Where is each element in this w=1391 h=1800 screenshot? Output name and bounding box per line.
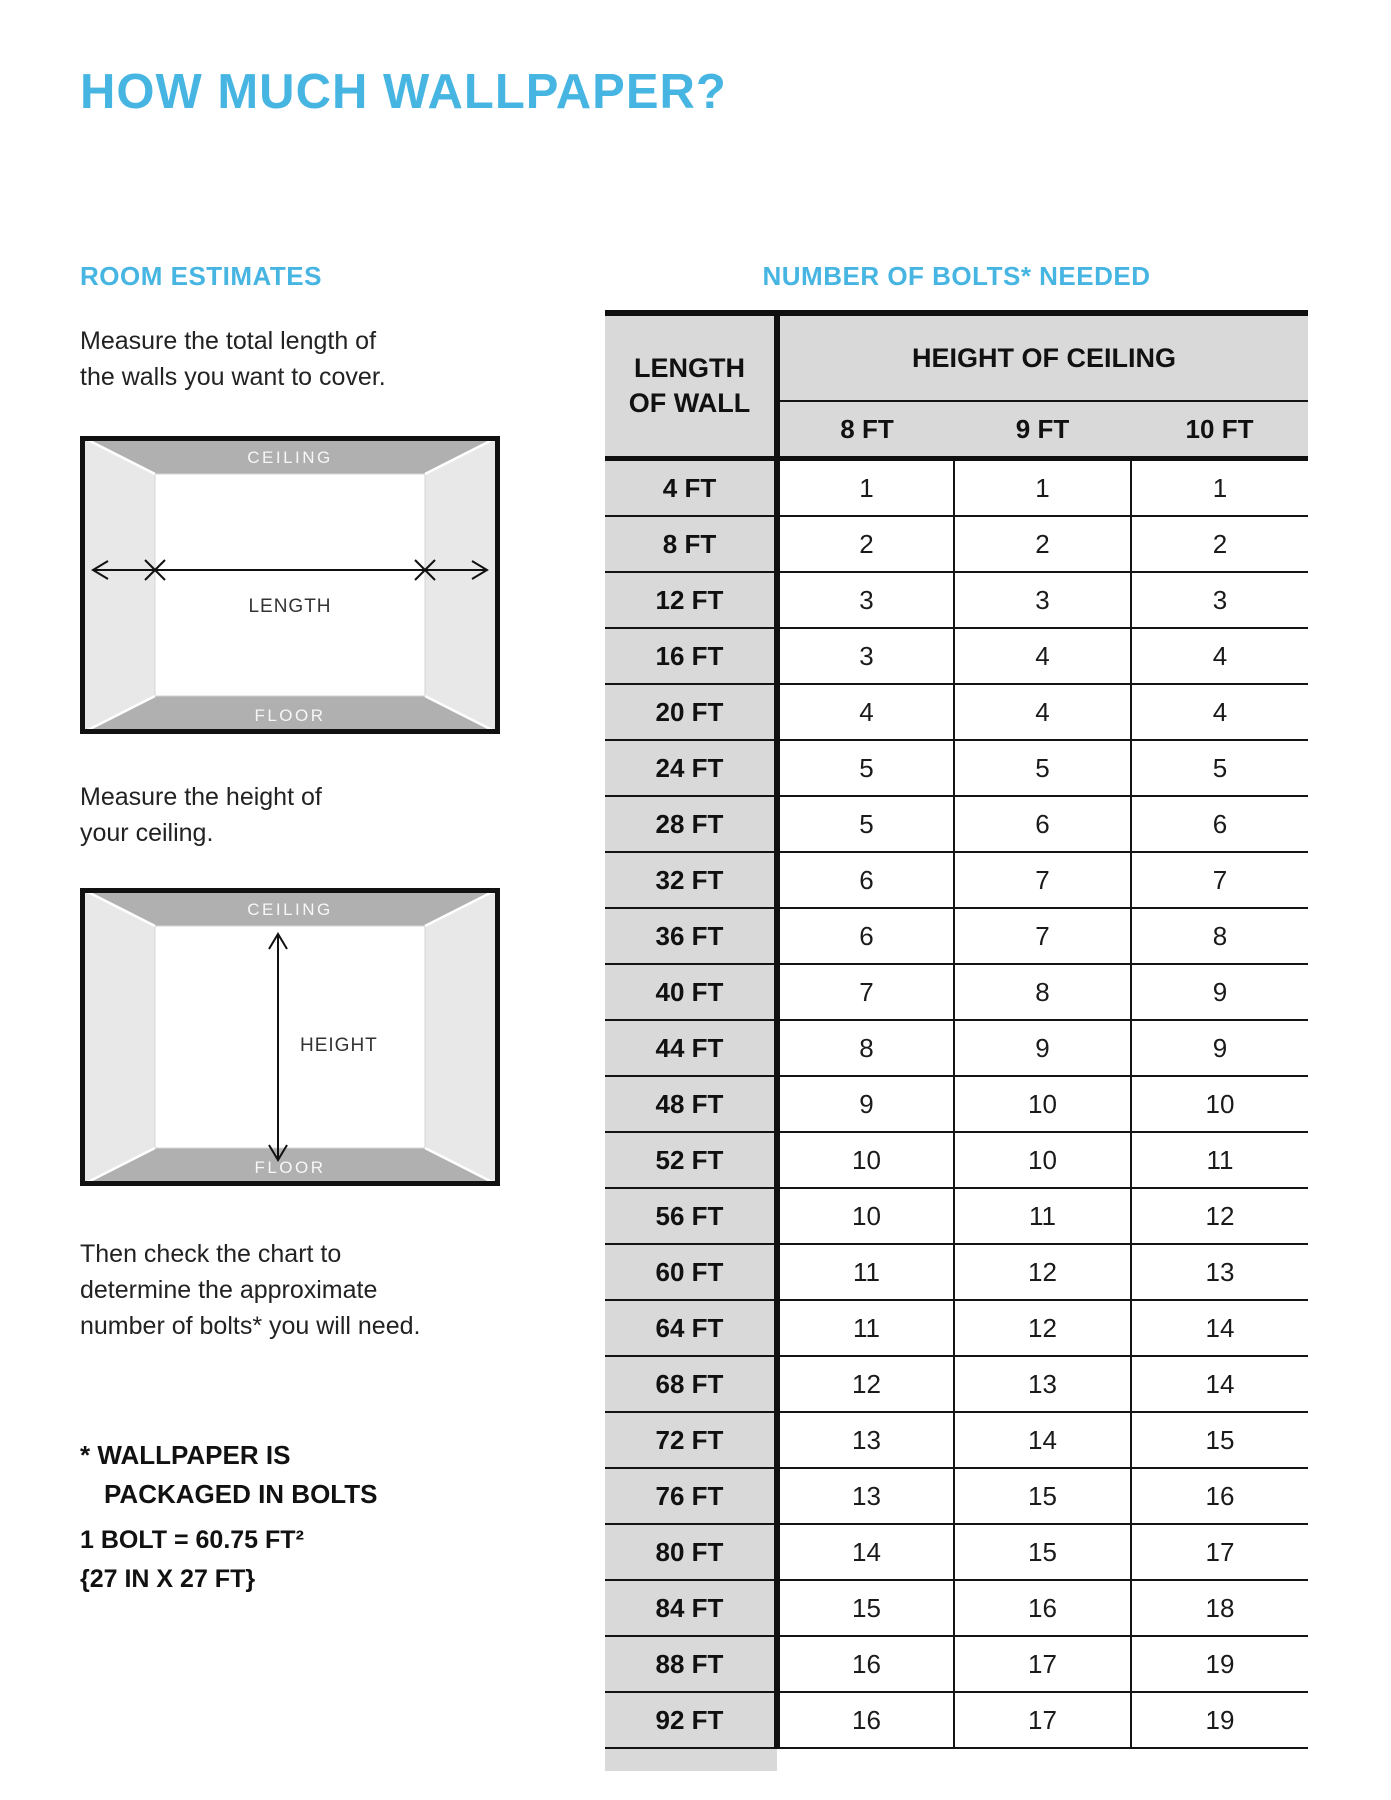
bolts-table-body — [605, 459, 1308, 1749]
wall-length-cell: 12 FT — [605, 572, 777, 628]
table-row — [605, 1524, 1308, 1580]
wall-length-cell: 64 FT — [605, 1300, 777, 1356]
bolt-count-cell: 11 — [1131, 1132, 1308, 1188]
wall-length-cell: 16 FT — [605, 628, 777, 684]
wall-length-cell: 32 FT — [605, 852, 777, 908]
wall-length-cell: 56 FT — [605, 1188, 777, 1244]
bolt-count-cell: 11 — [954, 1188, 1131, 1244]
table-row — [605, 459, 1308, 517]
bolt-count-cell: 13 — [777, 1412, 954, 1468]
bolt-count-cell: 10 — [954, 1076, 1131, 1132]
table-row — [605, 572, 1308, 628]
step3-line2: determine the approximate — [80, 1276, 378, 1304]
bolt-size-info — [80, 1521, 304, 1599]
bolt-count-cell: 1 — [954, 459, 1131, 517]
bolt-count-cell: 14 — [1131, 1300, 1308, 1356]
table-row — [605, 964, 1308, 1020]
page-title: HOW MUCH WALLPAPER? — [80, 65, 727, 119]
bolt-count-cell: 16 — [954, 1580, 1131, 1636]
wall-length-cell: 44 FT — [605, 1020, 777, 1076]
step2-text — [80, 779, 322, 851]
bolt-count-cell: 6 — [954, 796, 1131, 852]
table-row — [605, 1300, 1308, 1356]
bolts-footnote — [80, 1436, 377, 1514]
bolt-count-cell: 5 — [954, 740, 1131, 796]
table-row — [605, 740, 1308, 796]
bolt-count-cell: 14 — [954, 1412, 1131, 1468]
ceiling-label: CEILING — [247, 900, 333, 919]
bolt-count-cell: 2 — [1131, 516, 1308, 572]
wall-length-cell: 84 FT — [605, 1580, 777, 1636]
bolt-count-cell: 9 — [1131, 964, 1308, 1020]
wall-length-cell: 4 FT — [605, 459, 777, 517]
bolt-count-cell: 4 — [954, 684, 1131, 740]
bolt-count-cell: 1 — [777, 459, 954, 517]
table-row — [605, 516, 1308, 572]
step2-line1: Measure the height of — [80, 783, 322, 811]
table-row — [605, 1468, 1308, 1524]
bolt-count-cell: 17 — [954, 1692, 1131, 1748]
wall-length-cell: 92 FT — [605, 1692, 777, 1748]
bolt-count-cell: 4 — [1131, 684, 1308, 740]
step2-line2: your ceiling. — [80, 819, 214, 847]
wall-length-cell: 28 FT — [605, 796, 777, 852]
bolt-equation: 1 BOLT = 60.75 FT² — [80, 1526, 304, 1554]
bolt-count-cell: 5 — [777, 740, 954, 796]
step3-text — [80, 1236, 420, 1344]
bolt-count-cell: 13 — [1131, 1244, 1308, 1300]
bolt-count-cell: 9 — [954, 1020, 1131, 1076]
wall-length-cell: 72 FT — [605, 1412, 777, 1468]
bolt-count-cell: 17 — [954, 1636, 1131, 1692]
bolt-count-cell: 6 — [777, 908, 954, 964]
left-wall-shape — [80, 888, 155, 1186]
bolt-count-cell: 5 — [1131, 740, 1308, 796]
bolt-count-cell: 10 — [777, 1132, 954, 1188]
footnote-line2: PACKAGED IN BOLTS — [104, 1479, 378, 1509]
back-wall-shape — [155, 474, 425, 696]
wall-length-cell: 36 FT — [605, 908, 777, 964]
bolt-count-cell: 8 — [1131, 908, 1308, 964]
height-dimension-label: HEIGHT — [300, 1035, 378, 1056]
bolt-count-cell: 8 — [777, 1020, 954, 1076]
bolts-table-container — [605, 310, 1308, 1771]
bolt-count-cell: 11 — [777, 1244, 954, 1300]
table-row — [605, 1692, 1308, 1748]
wall-length-cell: 40 FT — [605, 964, 777, 1020]
right-wall-shape — [425, 436, 500, 734]
length-of-wall-header — [605, 313, 777, 459]
step1-text — [80, 323, 386, 395]
table-row — [605, 1188, 1308, 1244]
wall-length-cell: 68 FT — [605, 1356, 777, 1412]
bolt-count-cell: 13 — [777, 1468, 954, 1524]
table-row — [605, 628, 1308, 684]
wall-length-cell: 8 FT — [605, 516, 777, 572]
bolt-count-cell: 3 — [954, 572, 1131, 628]
bolt-count-cell: 15 — [954, 1524, 1131, 1580]
table-row — [605, 1412, 1308, 1468]
room-estimates-heading: ROOM ESTIMATES — [80, 261, 322, 291]
wall-length-cell: 88 FT — [605, 1636, 777, 1692]
floor-label: FLOOR — [254, 706, 326, 725]
bolt-count-cell: 4 — [777, 684, 954, 740]
bolts-needed-heading: NUMBER OF BOLTS* NEEDED — [762, 261, 1151, 291]
bolt-count-cell: 12 — [1131, 1188, 1308, 1244]
bolt-count-cell: 7 — [954, 908, 1131, 964]
bolt-count-cell: 7 — [777, 964, 954, 1020]
bolt-count-cell: 8 — [954, 964, 1131, 1020]
step1-line2: the walls you want to cover. — [80, 363, 386, 391]
bolt-count-cell: 14 — [1131, 1356, 1308, 1412]
table-row — [605, 684, 1308, 740]
left-wall-shape — [80, 436, 155, 734]
bolt-dimensions: {27 IN X 27 FT} — [80, 1564, 256, 1593]
bolt-count-cell: 12 — [954, 1300, 1131, 1356]
table-row — [605, 852, 1308, 908]
corner-header-line2: OF WALL — [628, 388, 751, 418]
bolt-count-cell: 16 — [1131, 1468, 1308, 1524]
bolt-count-cell: 18 — [1131, 1580, 1308, 1636]
bolt-count-cell: 6 — [777, 852, 954, 908]
wall-length-cell: 76 FT — [605, 1468, 777, 1524]
bolt-count-cell: 10 — [1131, 1076, 1308, 1132]
bolt-count-cell: 3 — [777, 572, 954, 628]
back-wall-shape — [155, 926, 425, 1148]
bolt-count-cell: 12 — [777, 1356, 954, 1412]
bolt-count-cell: 7 — [1131, 852, 1308, 908]
step1-line1: Measure the total length of — [80, 327, 377, 355]
table-row — [605, 796, 1308, 852]
footnote-line1: * WALLPAPER IS — [80, 1440, 291, 1470]
table-row — [605, 1580, 1308, 1636]
bolt-count-cell: 16 — [777, 1692, 954, 1748]
table-row — [605, 1132, 1308, 1188]
bolt-count-cell: 15 — [777, 1580, 954, 1636]
ceiling-label: CEILING — [247, 448, 333, 467]
bolt-count-cell: 11 — [777, 1300, 954, 1356]
wall-length-cell: 48 FT — [605, 1076, 777, 1132]
table-row — [605, 1076, 1308, 1132]
wall-length-cell: 80 FT — [605, 1524, 777, 1580]
bolt-count-cell: 13 — [954, 1356, 1131, 1412]
col-header-8ft: 8 FT — [777, 401, 954, 459]
bolt-count-cell: 9 — [777, 1076, 954, 1132]
bolt-count-cell: 4 — [1131, 628, 1308, 684]
bolt-count-cell: 9 — [1131, 1020, 1308, 1076]
height-diagram — [80, 888, 500, 1186]
wall-length-cell: 60 FT — [605, 1244, 777, 1300]
bolt-count-cell: 1 — [1131, 459, 1308, 517]
height-of-ceiling-header: HEIGHT OF CEILING — [777, 313, 1308, 401]
length-dimension-label: LENGTH — [248, 596, 332, 617]
bolt-count-cell: 14 — [777, 1524, 954, 1580]
bolt-count-cell: 4 — [954, 628, 1131, 684]
table-row — [605, 1356, 1308, 1412]
bolt-count-cell: 2 — [777, 516, 954, 572]
bolt-count-cell: 7 — [954, 852, 1131, 908]
table-row — [605, 1636, 1308, 1692]
bolt-count-cell: 10 — [777, 1188, 954, 1244]
bolt-count-cell: 12 — [954, 1244, 1131, 1300]
corner-header-line1: LENGTH — [634, 352, 745, 383]
bolts-needed-table — [605, 310, 1308, 1749]
bolt-count-cell: 15 — [954, 1468, 1131, 1524]
table-row — [605, 908, 1308, 964]
table-row — [605, 1244, 1308, 1300]
group-header-row — [605, 313, 1308, 401]
bolt-count-cell: 6 — [1131, 796, 1308, 852]
bolt-count-cell: 10 — [954, 1132, 1131, 1188]
bolt-count-cell: 16 — [777, 1636, 954, 1692]
step3-line1: Then check the chart to — [80, 1240, 342, 1268]
table-footer-stub — [605, 1749, 777, 1771]
bolt-count-cell: 19 — [1131, 1692, 1308, 1748]
bolt-count-cell: 19 — [1131, 1636, 1308, 1692]
length-diagram — [80, 436, 500, 734]
bolt-count-cell: 3 — [1131, 572, 1308, 628]
floor-label: FLOOR — [254, 1158, 326, 1177]
right-wall-shape — [425, 888, 500, 1186]
step3-line3: number of bolts* you will need. — [80, 1312, 421, 1340]
wall-length-cell: 52 FT — [605, 1132, 777, 1188]
bolt-count-cell: 3 — [777, 628, 954, 684]
wall-length-cell: 20 FT — [605, 684, 777, 740]
wall-length-cell: 24 FT — [605, 740, 777, 796]
table-row — [605, 1020, 1308, 1076]
col-header-9ft: 9 FT — [954, 401, 1131, 459]
bolt-count-cell: 17 — [1131, 1524, 1308, 1580]
bolt-count-cell: 5 — [777, 796, 954, 852]
bolt-count-cell: 2 — [954, 516, 1131, 572]
bolt-count-cell: 15 — [1131, 1412, 1308, 1468]
col-header-10ft: 10 FT — [1131, 401, 1308, 459]
